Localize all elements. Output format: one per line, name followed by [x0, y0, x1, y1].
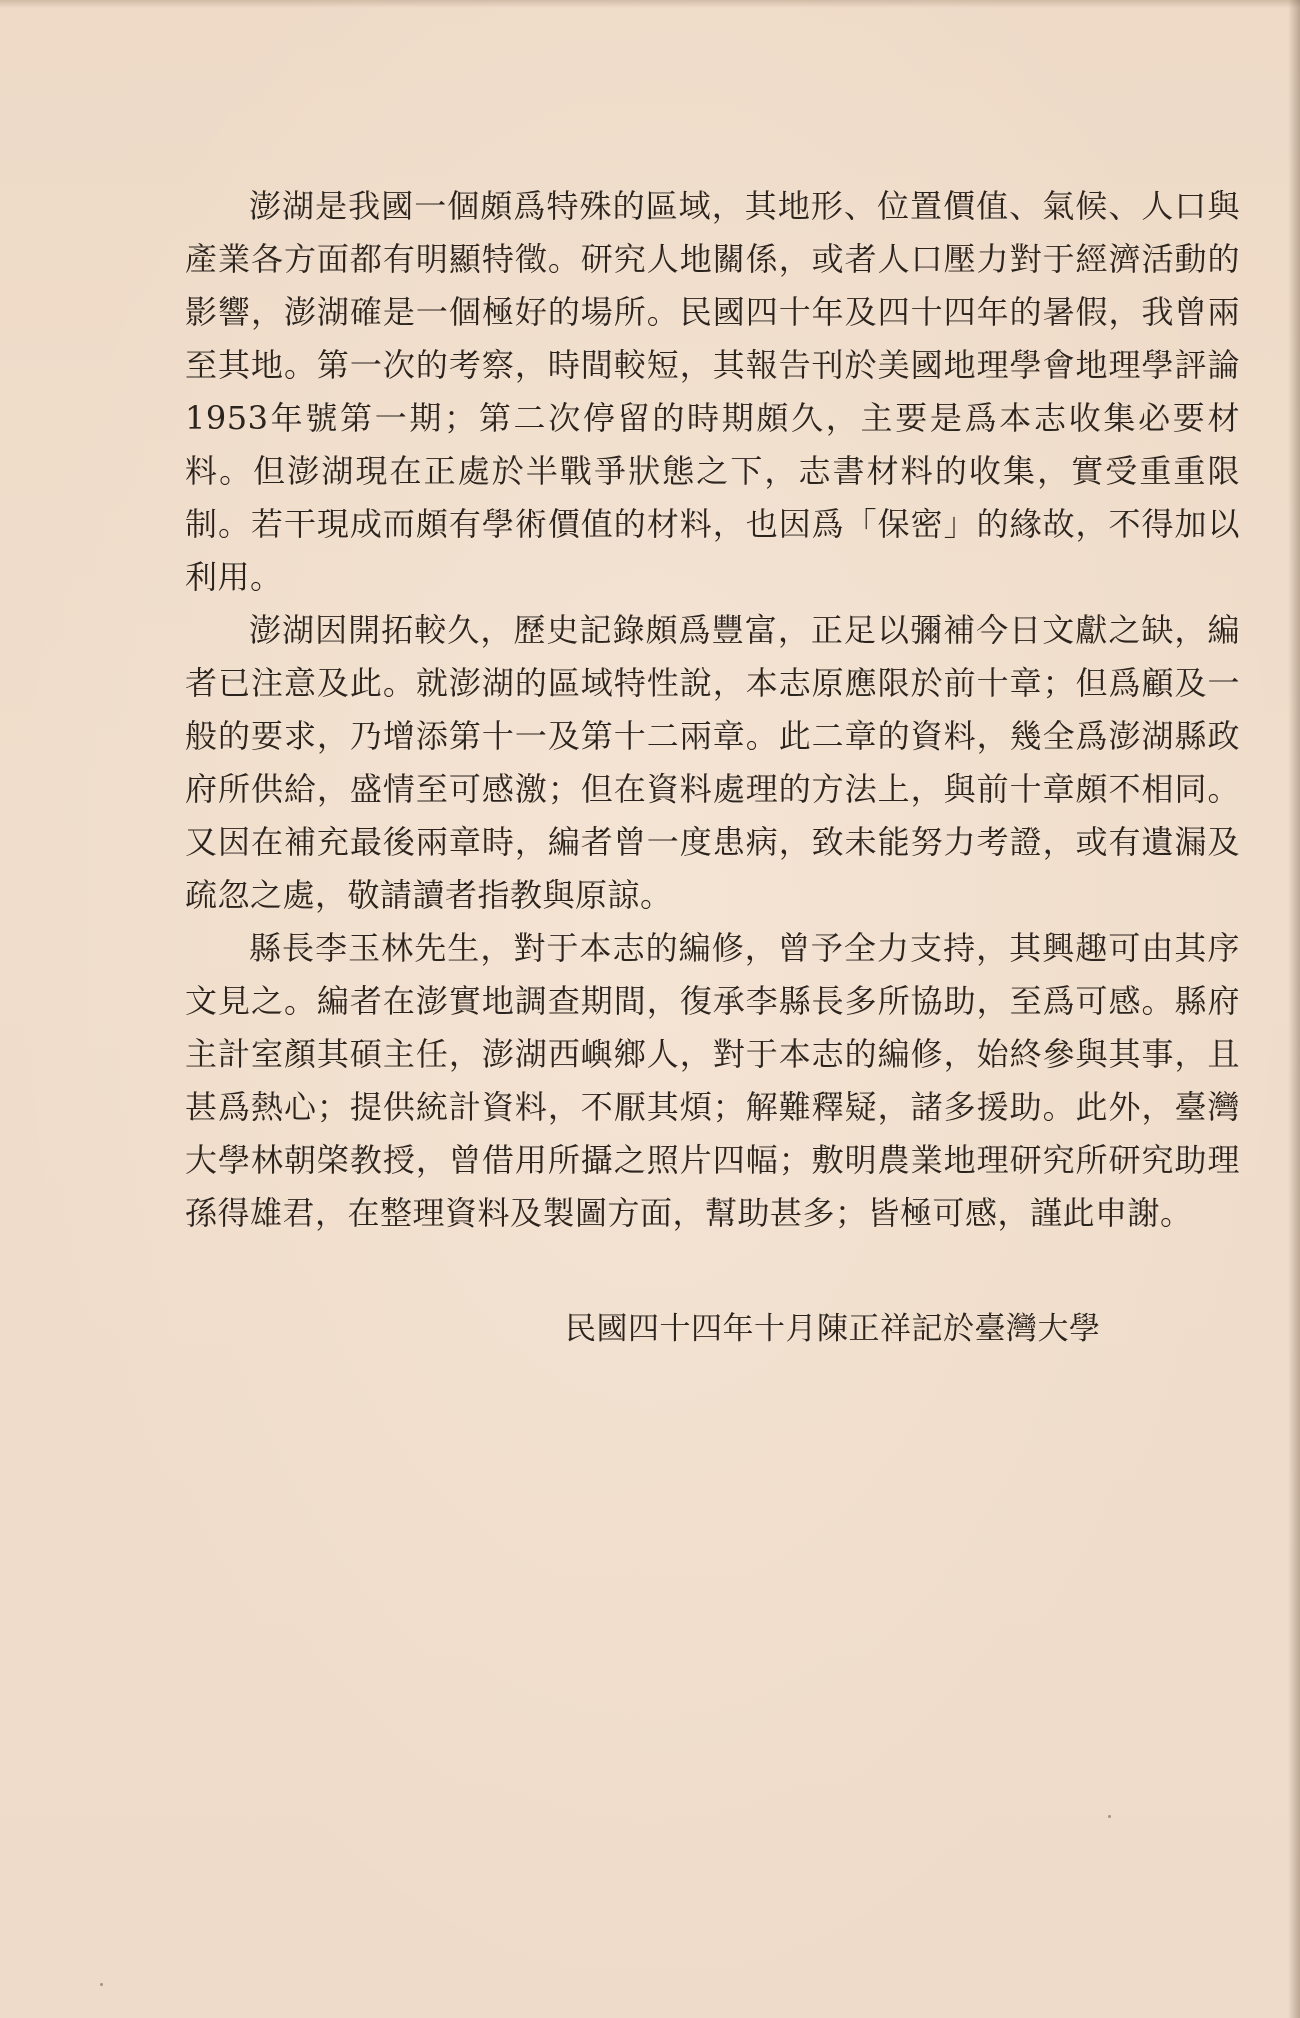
- paragraph-1: 澎湖是我國一個頗爲特殊的區域，其地形、位置價值、氣候、人口與產業各方面都有明顯特徵。研究人地關係，或者人口壓力對于經濟活動的影響，澎湖確是一個極好的場所。民國四十年及四十四年的暑假，我曾兩至其地。第一次的考察，時間較短，其報告刊於美國地理學會地理學評論1953年號第一期；第二次停留的時期頗久，主要是爲本志收集必要材料。但澎湖現在正處於半戰爭狀態之下，志書材料的收集，實受重重限制。若干現成而頗有學術價值的材料，也因爲「保密」的緣故，不得加以利用。: [185, 187, 1240, 596]
- signature-line: 民國四十四年十月陳正祥記於臺灣大學: [565, 1311, 1101, 1347]
- page-edge-top: [0, 0, 1300, 8]
- paragraph-3: 縣長李玉林先生，對于本志的編修，曾予全力支持，其興趣可由其序文見之。編者在澎實地調查期間，復承李縣長多所協助，至爲可感。縣府主計室顏其碩主任，澎湖西嶼鄉人，對于本志的編修，始終參與其事，且甚爲熱心；提供統計資料，不厭其煩；解難釋疑，諸多援助。此外，臺灣大學林朝棨教授，曾借用所攝之照片四幅；敷明農業地理研究所研究助理孫得雄君，在整理資料及製圖方面，幫助甚多；皆極可感，謹此申謝。: [185, 929, 1240, 1232]
- preface-body: [185, 180, 1240, 1240]
- paragraph-2: 澎湖因開拓較久，歷史記錄頗爲豐富，正足以彌補今日文獻之缺，編者已注意及此。就澎湖的區域特性說，本志原應限於前十章；但爲顧及一般的要求，乃增添第十一及第十二兩章。此二章的資料，幾全爲澎湖縣政府所供給，盛情至可感激；但在資料處理的方法上，與前十章頗不相同。又因在補充最後兩章時，編者曾一度患病，致未能努力考證，或有遺漏及疏忽之處，敬請讀者指教與原諒。: [185, 611, 1240, 914]
- paper-speck: [100, 1983, 103, 1986]
- page-edge-right: [1288, 0, 1300, 2018]
- paper-speck: [1108, 1815, 1111, 1818]
